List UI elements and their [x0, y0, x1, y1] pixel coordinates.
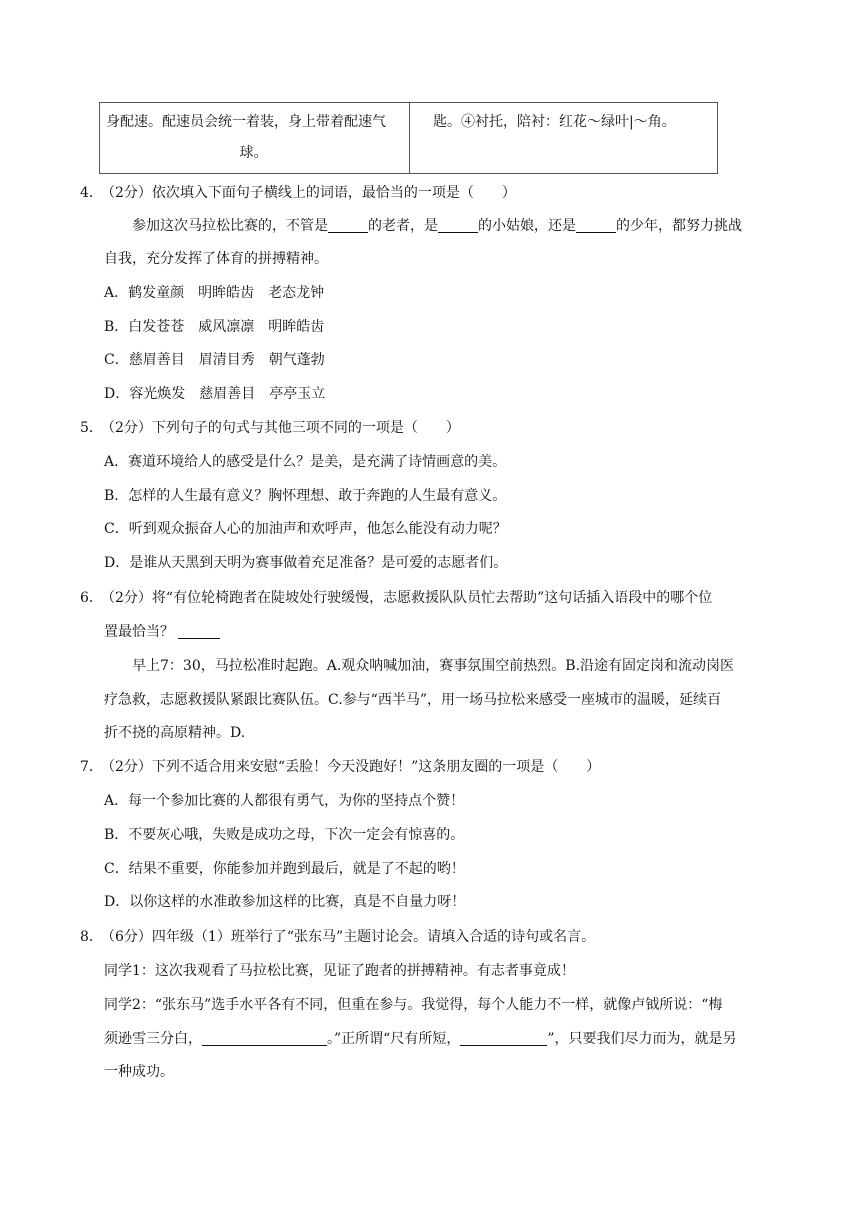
question-6-number: 6． [80, 590, 103, 606]
question-7-number: 7． [80, 759, 103, 775]
option-label: B． [104, 488, 129, 504]
option-label: A． [104, 793, 129, 809]
question-4-passage-line-1 [132, 216, 742, 236]
option-text: 听到观众振奋人心的加油声和欢呼声，他怎么能没有动力呢？ [128, 521, 507, 537]
question-4-passage-line-2: 自我，充分发挥了体育的拼搏精神。 [104, 251, 328, 267]
table-left-line-1-text: 身配速。配速员会统一着装，身上带着配速气 [106, 114, 386, 130]
option-text: 不要灰心哦，失败是成功之母，下次一定会有惊喜的。 [128, 827, 465, 843]
option-a[interactable] [104, 452, 506, 472]
option-label: C． [104, 352, 129, 368]
option-label: C． [104, 861, 129, 877]
proverb-blank[interactable] [460, 1030, 547, 1046]
option-label: D． [104, 386, 130, 402]
option-text: 每一个参加比赛的人都很有勇气，为你的坚持点个赞！ [128, 793, 465, 809]
question-6-header: （2分）将“有位轮椅跑者在陡坡处行驶缓慢，志愿救援队队员忙去帮助”这句话插入语段中的哪个位 [101, 590, 713, 606]
option-label: B． [104, 827, 129, 843]
option-label: A． [104, 454, 129, 470]
header-text: 置最恰当？ [104, 624, 174, 640]
passage-text: 参加这次马拉松比赛的，不管是 [132, 218, 328, 234]
option-c[interactable] [104, 350, 325, 370]
fill-blank[interactable] [438, 217, 478, 233]
option-text: 容光焕发 慈眉善目 亭亭玉立 [129, 386, 326, 402]
option-label: A． [104, 285, 129, 301]
poem-blank[interactable] [202, 1030, 327, 1046]
option-label: D． [104, 894, 130, 910]
option-label: D． [104, 555, 130, 571]
option-text: 赛道环境给人的感受是什么？是美，是充满了诗情画意的美。 [128, 454, 507, 470]
question-8-line-2: 同学2：“张东马”选手水平各有不同，但重在参与。我觉得，每个人能力不一样，就像卢钺所说：“梅 [104, 997, 723, 1013]
passage-text: 的少年，都努力挑战 [616, 218, 742, 234]
option-d[interactable] [104, 892, 465, 912]
option-d[interactable] [104, 553, 507, 573]
question-6-header-line-2 [104, 622, 220, 642]
option-text: 慈眉善目 眉清目秀 朝气蓬勃 [128, 352, 325, 368]
option-text: 是谁从天黑到天明为赛事做着充足准备？是可爱的志愿者们。 [129, 555, 508, 571]
option-text: 鹤发童颜 明眸皓齿 老态龙钟 [128, 285, 325, 301]
line-text: 。”正所谓“尺有所短， [327, 1031, 461, 1047]
question-8-header: （6分）四年级（1）班举行了“张东马”主题讨论会。请填入合适的诗句或名言。 [101, 929, 596, 945]
question-8-line-4: 一种成功。 [104, 1064, 174, 1080]
fill-blank[interactable] [576, 217, 616, 233]
option-a[interactable] [104, 283, 324, 303]
option-c[interactable] [104, 859, 465, 879]
option-text: 白发苍苍 威风凛凛 明眸皓齿 [128, 319, 325, 335]
passage-text: 的老者，是 [368, 218, 438, 234]
line-text: ”，只要我们尽力而为，就是另 [547, 1031, 737, 1047]
option-d[interactable] [104, 384, 325, 404]
option-text: 结果不重要，你能参加并跑到最后，就是了不起的哟！ [128, 861, 465, 877]
question-7-header: （2分）下列不适合用来安慰“丢脸！今天没跑好！”这条朋友圈的一项是（ ） [101, 759, 601, 775]
table-right-line-text: 匙。④衬托，陪衬：红花～绿叶|～角。 [433, 114, 676, 130]
question-6-passage-line-2: 疗急救，志愿救援队紧跟比赛队伍。C.参与“西半马”，用一场马拉松来感受一座城市的温暖，延续百 [104, 692, 721, 708]
option-label: B． [104, 319, 129, 335]
option-text: 怎样的人生最有意义？胸怀理想、敢于奔跑的人生最有意义。 [128, 488, 507, 504]
option-c[interactable] [104, 519, 507, 539]
option-a[interactable] [104, 791, 464, 811]
question-5-header: （2分）下列句子的句式与其他三项不同的一项是（ ） [101, 420, 460, 436]
option-b[interactable] [104, 486, 506, 506]
question-6-passage-line-3: 折不挠的高原精神。D. [104, 725, 246, 741]
option-text: 以你这样的水准敢参加这样的比赛，真是不自量力呀！ [129, 894, 466, 910]
passage-text: 的小姑娘，还是 [478, 218, 576, 234]
option-label: C． [104, 521, 129, 537]
line-text: 须逊雪三分白， [104, 1031, 202, 1047]
question-8-number: 8． [80, 929, 103, 945]
option-b[interactable] [104, 317, 324, 337]
question-8-line-3 [104, 1029, 737, 1049]
question-6-passage-line-1: 早上7：30，马拉松准时起跑。A.观众呐喊加油，赛事氛围空前热烈。B.沿途有固定岗和流动岗医 [132, 658, 735, 674]
table-left-line-2: 球。 [239, 145, 268, 161]
option-b[interactable] [104, 825, 464, 845]
question-4-header: （2分）依次填入下面句子横线上的词语，最恰当的一项是（ ） [101, 185, 516, 201]
fill-blank[interactable] [328, 217, 368, 233]
question-5-number: 5． [80, 420, 103, 436]
question-4-number: 4． [80, 185, 103, 201]
question-8-line-1: 同学1：这次我观看了马拉松比赛，见证了跑者的拼搏精神。有志者事竟成！ [104, 963, 575, 979]
answer-blank[interactable] [178, 623, 220, 639]
